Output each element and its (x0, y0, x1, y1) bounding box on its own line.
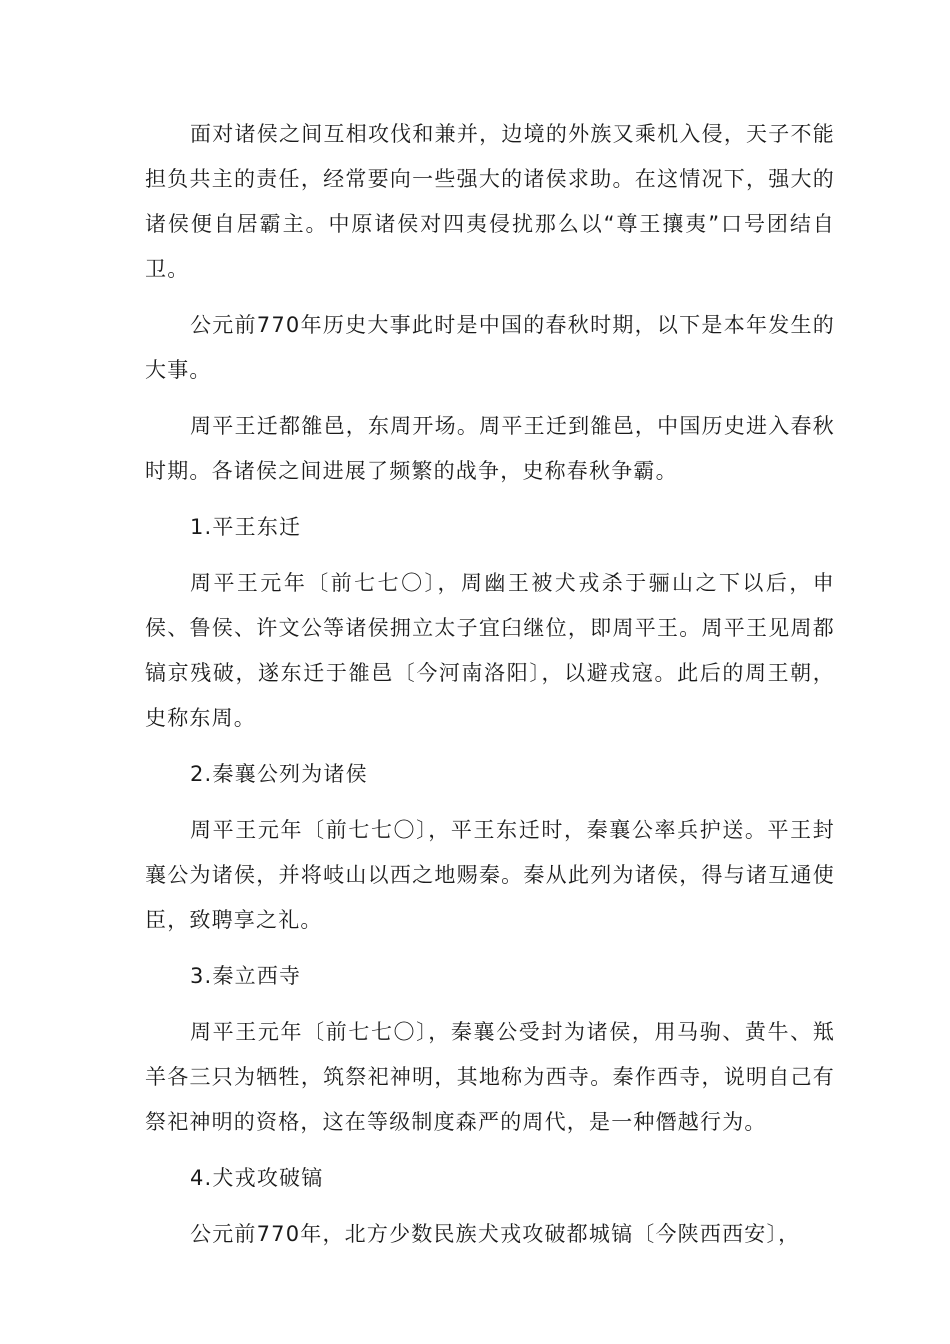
paragraph: 周平王元年〔前七七〇〕，平王东迁时，秦襄公率兵护送。平王封襄公为诸侯，并将岐山以西之地赐秦。秦从此列为诸侯，得与诸互通使臣，致聘享之礼。 (145, 818, 835, 932)
section-heading: 3.秦立西寺 (190, 964, 302, 988)
paragraph: 周平王元年〔前七七〇〕，秦襄公受封为诸侯，用马驹、黄牛、羝羊各三只为牺牲，筑祭祀神明，其地称为西寺。秦作西寺，说明自己有祭祀神明的资格，这在等级制度森严的周代，是一种僭越行为。 (145, 1020, 835, 1134)
paragraph: 公元前770年，北方少数民族犬戎攻破都城镐〔今陕西西安〕， (190, 1222, 801, 1246)
section-heading: 1.平王东迁 (190, 515, 302, 539)
paragraph: 面对诸侯之间互相攻伐和兼并，边境的外族又乘机入侵，天子不能担负共主的责任，经常要向一些强大的诸侯求助。在这情况下，强大的诸侯便自居霸主。中原诸侯对四夷侵扰那么以“尊王攘夷”口号团结自卫。 (145, 122, 835, 281)
paragraph: 公元前770年历史大事此时是中国的春秋时期，以下是本年发生的大事。 (145, 313, 835, 382)
section-heading: 2.秦襄公列为诸侯 (190, 762, 368, 786)
paragraph: 周平王迁都雒邑，东周开场。周平王迁到雒邑，中国历史进入春秋时期。各诸侯之间进展了频繁的战争，史称春秋争霸。 (145, 414, 835, 483)
section-heading: 4.犬戎攻破镐 (190, 1166, 324, 1190)
document-body (145, 112, 835, 1268)
paragraph: 周平王元年〔前七七〇〕，周幽王被犬戎杀于骊山之下以后，申侯、鲁侯、许文公等诸侯拥立太子宜臼继位，即周平王。周平王见周都镐京残破，遂东迁于雒邑〔今河南洛阳〕，以避戎寇。此后的周王朝，史称东周。 (145, 571, 835, 730)
